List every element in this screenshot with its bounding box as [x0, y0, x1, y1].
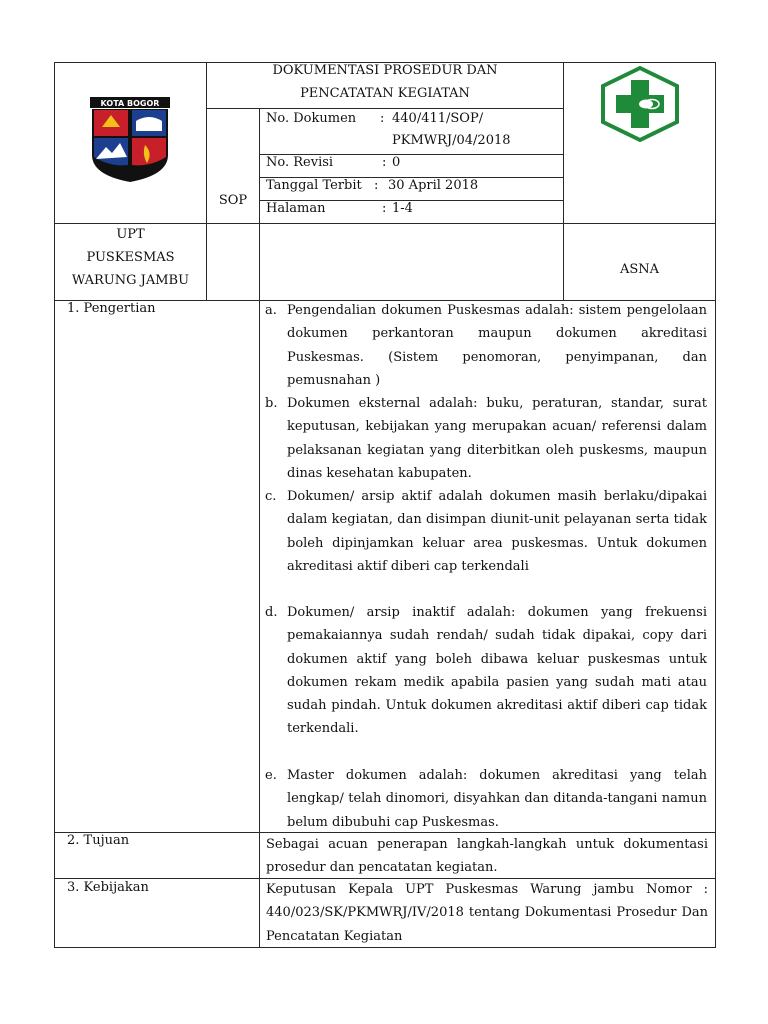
- item-marker-a: a.: [265, 303, 277, 318]
- meta-label-halaman: Halaman: [266, 201, 326, 216]
- puskesmas-logo: [600, 66, 680, 142]
- org-name-line2: PUSKESMAS: [86, 250, 175, 265]
- meta-sep-halaman: :: [382, 201, 387, 216]
- org-name-line1: UPT: [116, 227, 145, 242]
- pengertian-item-a: Pengendalian dokumen Puskesmas adalah: sistem pengelolaan dokumen perkantoran maupun dokumen akreditasi Puskesmas. (Sistem penomoran, penyimpanan, dan pemusnahan ): [287, 303, 707, 388]
- meta-sep-no-dokumen: :: [380, 111, 385, 126]
- document-title-line1: DOKUMENTASI PROSEDUR DAN: [272, 63, 498, 78]
- sop-label: SOP: [218, 193, 248, 208]
- meta-label-tanggal-terbit: Tanggal Terbit: [266, 178, 362, 193]
- meta-sep-no-revisi: :: [382, 155, 387, 170]
- header-divider-3: [259, 108, 260, 300]
- table-border-right: [715, 62, 716, 948]
- org-name-line3: WARUNG JAMBU: [71, 273, 190, 288]
- table-border-left: [54, 62, 55, 948]
- section-label-pengertian: 1. Pengertian: [67, 301, 156, 316]
- kota-bogor-logo: [90, 97, 170, 183]
- document-title-line2: PENCATATAN KEGIATAN: [300, 86, 470, 101]
- pengertian-item-c: Dokumen/ arsip aktif adalah dokumen masih berlaku/dipakai dalam kegiatan, dan disimpan diunit-unit pelayanan serta tidak boleh dipinjamkan keluar area puskesmas. Untuk dokumen akreditasi aktif diberi cap terkendali: [287, 489, 707, 574]
- meta-value-no-dokumen-line2: PKMWRJ/04/2018: [392, 133, 511, 148]
- meta-value-no-revisi: 0: [392, 155, 401, 170]
- meta-value-halaman: 1-4: [392, 201, 413, 216]
- item-marker-e: e.: [265, 768, 277, 783]
- signature-name: ASNA: [619, 262, 660, 277]
- pengertian-item-e: Master dokumen adalah: dokumen akreditasi yang telah lengkap/ telah dinomori, disyahkan dan ditanda-tangani namun belum dibubuhi cap Puskesmas.: [287, 768, 707, 830]
- kebijakan-text: Keputusan Kepala UPT Puskesmas Warung jambu Nomor : 440/023/SK/PKMWRJ/IV/2018 tentang Dokumentasi Prosedur Dan Pencatatan Kegiatan: [266, 882, 708, 944]
- pengertian-item-b: Dokumen eksternal adalah: buku, peraturan, standar, surat keputusan, kebijakan yang merupakan acuan/ referensi dalam pelaksanan kegiatan yang diterbitkan oleh puskesms, maupun dinas kesehatan kabupaten.: [287, 396, 707, 481]
- item-marker-d: d.: [265, 605, 278, 620]
- body-divider: [259, 300, 260, 947]
- pengertian-item-d: Dokumen/ arsip inaktif adalah: dokumen yang frekuensi pemakaiannya sudah rendah/ sudah tidak dipakai, copy dari dokumen aktif yang boleh dibawa keluar puskesmas untuk dokumen rekam medik apabila pasien yang sudah mati atau sudah pindah. Untuk dokumen akreditasi aktif diberi cap tidak terkendali.: [287, 605, 707, 737]
- meta-label-no-dokumen: No. Dokumen: [266, 111, 357, 126]
- header-line-org: [54, 223, 716, 224]
- item-marker-c: c.: [265, 489, 277, 504]
- kota-bogor-logo-text: KOTA BOGOR: [100, 99, 160, 108]
- meta-value-no-dokumen: 440/411/SOP/: [392, 111, 484, 126]
- item-marker-b: b.: [265, 396, 278, 411]
- tujuan-text: Sebagai acuan penerapan langkah-langkah untuk dokumentasi prosedur dan pencatatan kegiatan.: [266, 837, 708, 876]
- section-label-kebijakan: 3. Kebijakan: [67, 880, 149, 895]
- meta-label-no-revisi: No. Revisi: [266, 155, 334, 170]
- section-label-tujuan: 2. Tujuan: [67, 833, 130, 848]
- meta-sep-tanggal-terbit: :: [374, 178, 379, 193]
- header-line-title: [206, 108, 563, 109]
- meta-value-tanggal-terbit: 30 April 2018: [388, 178, 479, 193]
